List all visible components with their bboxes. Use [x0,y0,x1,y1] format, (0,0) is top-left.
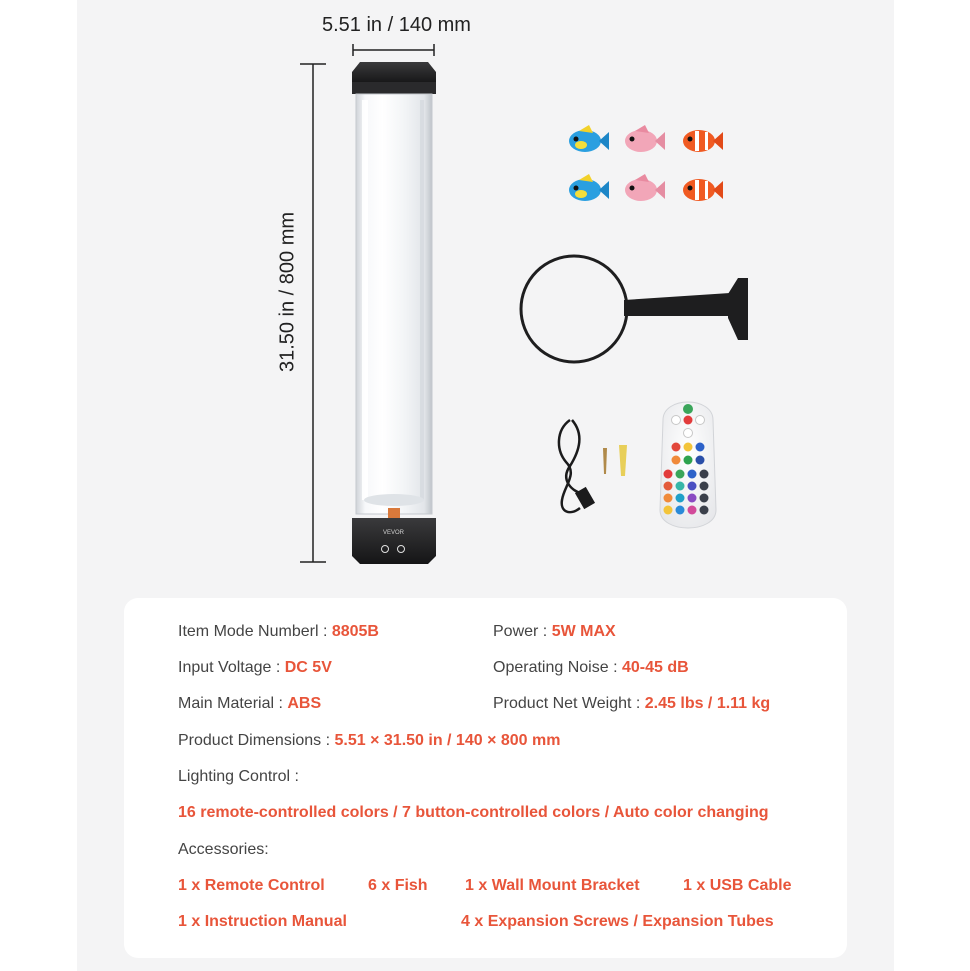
spec-power [493,623,616,641]
spec-label: Power : [493,623,552,640]
spec-value: DC 5V [284,659,332,676]
remote-control [660,402,716,528]
spec-label: Item Mode Numberl : [178,623,332,640]
spec-label: Input Voltage : [178,659,285,676]
accessory-item: 1 x Wall Mount Bracket [465,877,640,894]
fish-blue-icon [569,174,609,201]
fish-blue-icon [569,125,609,152]
spec-value: 40-45 dB [621,659,689,676]
usb-cable [559,420,593,512]
accessory-item: 1 x Remote Control [178,877,325,894]
wall-mount-bracket [521,256,748,362]
fish-pink-icon [625,125,665,152]
spec-value: 5W MAX [551,623,616,640]
spec-net-weight [493,695,770,713]
fish-pink-icon [625,174,665,201]
lighting-control-label: Lighting Control : [178,768,299,785]
spec-item-model [178,623,379,641]
accessory-item: 1 x USB Cable [683,877,792,894]
width-dimension-label: 5.51 in / 140 mm [322,14,471,36]
lamp-tube [352,62,436,564]
fish-orange-icon [683,179,723,201]
spec-input-voltage [178,659,332,677]
spec-value: 5.51 × 31.50 in / 140 × 800 mm [334,732,561,749]
spec-value: ABS [287,695,322,712]
expansion-screws [603,445,627,476]
spec-main-material [178,695,321,713]
spec-value: 2.45 lbs / 1.11 kg [644,695,771,712]
spec-label: Operating Noise : [493,659,622,676]
accessory-item: 4 x Expansion Screws / Expansion Tubes [461,913,774,930]
accessory-item: 6 x Fish [368,877,428,894]
lighting-control-value: 16 remote-controlled colors / 7 button-controlled colors / Auto color changing [178,804,769,821]
fish-group [569,125,723,201]
accessories-label: Accessories: [178,841,269,858]
height-dimension-label: 31.50 in / 800 mm [276,211,299,373]
spec-operating-noise [493,659,689,677]
width-dimension-line [353,44,434,56]
spec-label: Main Material : [178,695,288,712]
fish-orange-icon [683,130,723,152]
spec-label: Product Net Weight : [493,695,645,712]
brand-badge: VEVOR [383,530,405,536]
height-dimension-line [300,64,326,562]
spec-value: 8805B [331,623,379,640]
spec-label: Product Dimensions : [178,732,335,749]
spec-dimensions [178,732,560,750]
accessory-item: 1 x Instruction Manual [178,913,347,930]
